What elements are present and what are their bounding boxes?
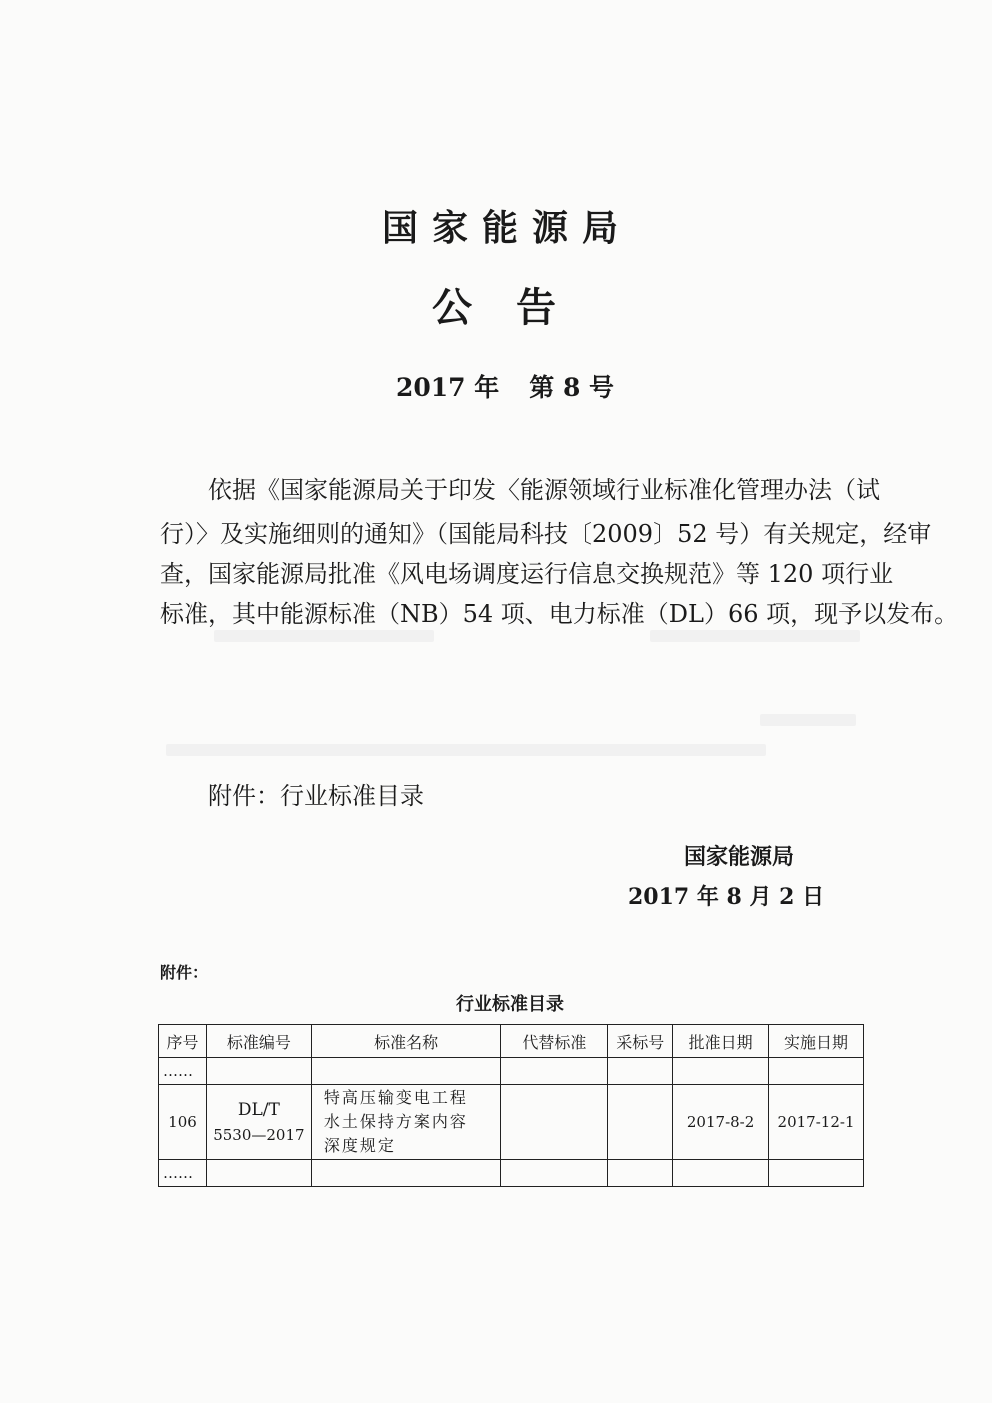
seq-cell: 106: [159, 1085, 207, 1160]
document-number: [0, 368, 992, 404]
faded-text-remnant: [214, 630, 434, 642]
effective-date-cell: 2017-12-1: [769, 1085, 864, 1160]
document-year: 2017 年: [395, 373, 500, 402]
faded-text-remnant: [166, 744, 766, 756]
body-text-line-3: 查，国家能源局批准《风电场调度运行信息交换规范》等 120 项行业: [160, 560, 894, 588]
column-header-replaced: 代替标准: [501, 1025, 608, 1058]
faded-text-remnant: [650, 630, 860, 642]
column-header-seq: 序号: [159, 1025, 207, 1058]
column-header-name: 标准名称: [311, 1025, 501, 1058]
adopted-cell: [608, 1085, 673, 1160]
code-line-1: DL/T: [237, 1100, 280, 1120]
table-row: [159, 1160, 864, 1187]
column-header-approval-date: 批准日期: [673, 1025, 769, 1058]
table-header-row: [159, 1025, 864, 1058]
document-type-title: 公告: [432, 285, 600, 331]
table-row: [159, 1058, 864, 1085]
document-issue-number: 第 8 号: [529, 373, 615, 402]
column-header-adopted: 采标号: [608, 1025, 673, 1058]
column-header-code: 标准编号: [206, 1025, 311, 1058]
code-line-2: 5530—2017: [213, 1126, 305, 1144]
body-text-line-4: 标准，其中能源标准（NB）54 项、电力标准（DL）66 项，现予以发布。: [160, 600, 959, 628]
replaced-cell: [501, 1085, 608, 1160]
name-cell: [311, 1085, 501, 1160]
standards-table: [158, 1024, 864, 1187]
name-line-2: 水土保持方案内容: [323, 1112, 468, 1131]
faded-text-remnant: [760, 714, 856, 726]
ellipsis-cell: ……: [159, 1160, 207, 1187]
name-line-3: 深度规定: [323, 1136, 396, 1155]
approval-date-cell: 2017-8-2: [673, 1085, 769, 1160]
table-title: 行业标准目录: [456, 994, 564, 1015]
ellipsis-cell: ……: [159, 1058, 207, 1085]
body-text-line-2: 行）〉及实施细则的通知》（国能局科技〔2009〕52 号）有关规定，经审: [160, 520, 932, 548]
column-header-effective-date: 实施日期: [769, 1025, 864, 1058]
signature-date: 2017 年 8 月 2 日: [628, 884, 825, 910]
body-text-line-1: 依据《国家能源局关于印发〈能源领域行业标准化管理办法（试: [208, 476, 880, 504]
attachment-heading: 附件：: [160, 963, 209, 982]
document-org-title: 国家能源局: [381, 208, 632, 249]
name-line-1: 特高压输变电工程: [323, 1088, 468, 1107]
table-row: [159, 1085, 864, 1160]
attachment-reference: 附件：行业标准目录: [208, 782, 424, 810]
signature-org: 国家能源局: [684, 845, 795, 870]
code-cell: [206, 1085, 311, 1160]
